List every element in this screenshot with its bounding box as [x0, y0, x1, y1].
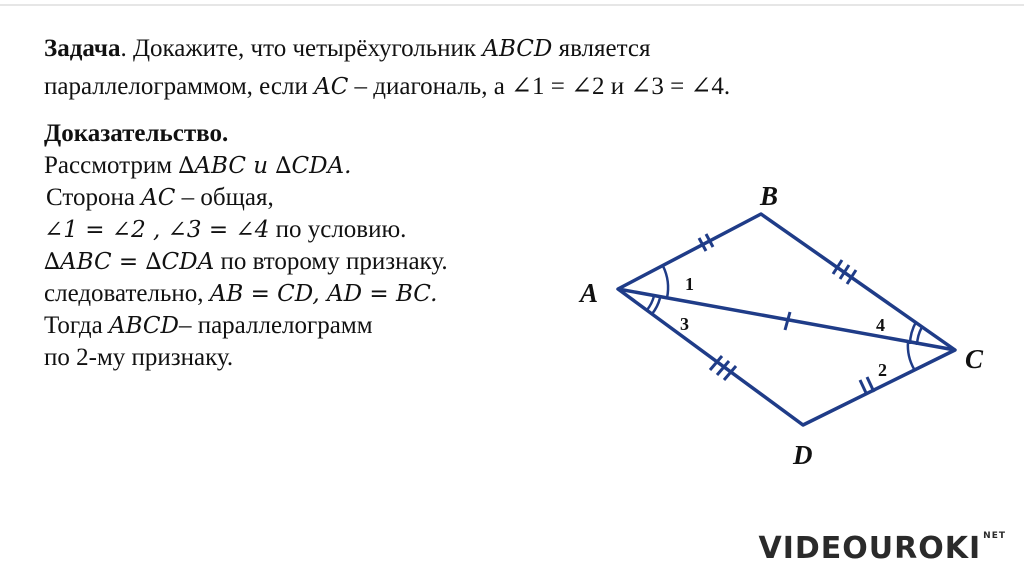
angle-arc-3-inner — [647, 296, 654, 310]
proof-heading: Доказательство. — [44, 120, 229, 147]
angle-label-2: 2 — [878, 360, 887, 380]
task-text-3: параллелограммом, если — [44, 73, 315, 100]
angle-label-3: 3 — [680, 314, 689, 334]
proof-line-6-math: ABCD — [108, 313, 179, 339]
proof-line-6-tail: – параллелограмм — [178, 312, 373, 339]
vertex-label-b: B — [760, 181, 779, 211]
tick-mark-bc — [833, 260, 856, 284]
task-abcd: ABCD — [482, 36, 553, 62]
brand-logo — [759, 531, 1006, 566]
task-ac: AC — [314, 74, 349, 100]
angle-label-1: 1 — [685, 274, 694, 294]
angle-arc-2 — [908, 342, 914, 369]
proof-line-2-tail: – общая, — [175, 184, 274, 211]
proof-line-1-text: Рассмотрим — [44, 152, 179, 179]
task-label: Задача — [44, 35, 121, 62]
task-text-2: является — [552, 35, 651, 62]
brand-suffix: NET — [983, 531, 1006, 541]
vertex-label-d: D — [793, 440, 813, 470]
proof-line-2-math: AC — [141, 185, 176, 211]
angle-arc-1 — [663, 266, 668, 298]
brand-name: VIDEOUROKI — [758, 531, 982, 566]
proof-line-5-text: следовательно, — [44, 280, 210, 307]
vertex-label-c: C — [965, 344, 984, 374]
proof-line-6-text: Тогда — [44, 312, 109, 339]
proof-line-5-math: AB = CD, AD = BC. — [209, 281, 438, 307]
proof-line-4-math: ∆ABC = ∆CDA — [44, 249, 215, 275]
task-text-4: – диагональ, а ∠1 = ∠2 и ∠3 = ∠4. — [348, 73, 731, 100]
proof-line-3-math: ∠1 = ∠2 , ∠3 = ∠4 — [44, 217, 270, 243]
proof-line-3-tail: по условию. — [269, 216, 407, 243]
task-text-1: . Докажите, что четырёхугольник — [120, 35, 483, 62]
proof-line-7: по 2-му признаку. — [44, 344, 234, 371]
proof-line-2-text: Сторона — [46, 184, 142, 211]
proof-line-4-tail: по второму признаку. — [214, 248, 448, 275]
proof-line-1-math: ∆ABC и ∆CDA. — [178, 153, 352, 179]
vertex-label-a: A — [580, 278, 599, 308]
angle-label-4: 4 — [876, 315, 885, 335]
